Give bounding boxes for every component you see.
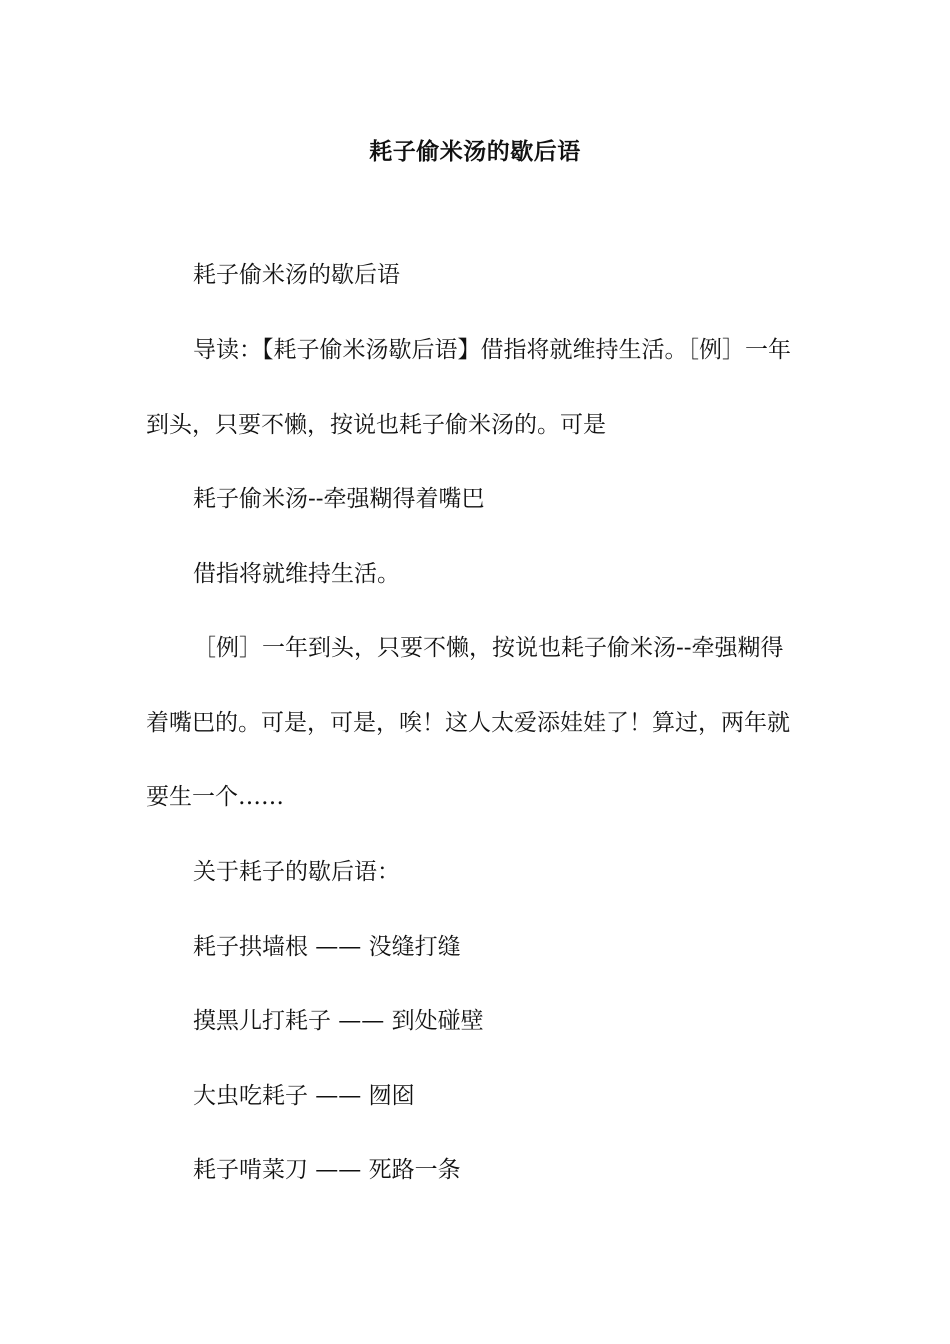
paragraph-heading: 耗子偷米汤的歇后语	[193, 262, 400, 288]
paragraph-related-heading: 关于耗子的歇后语：	[193, 859, 400, 885]
paragraph-saying: 耗子偷米汤--牵强糊得着嘴巴	[193, 486, 485, 512]
paragraph-meaning: 借指将就维持生活。	[193, 561, 400, 587]
list-item: 摸黑儿打耗子 —— 到处碰壁	[193, 1008, 484, 1034]
list-item: 耗子啃菜刀 —— 死路一条	[193, 1157, 461, 1183]
document-title: 耗子偷米汤的歇后语	[369, 138, 581, 165]
list-item: 耗子拱墙根 —— 没缝打缝	[193, 934, 461, 960]
list-item: 大虫吃耗子 —— 囫囵	[193, 1083, 415, 1109]
paragraph-example: ［例］一年到头，只要不懒，按说也耗子偷米汤--牵强糊得着嘴巴的。可是，可是，唉！这人太爱添娃娃了！算过，两年就要生一个……	[146, 635, 790, 810]
paragraph-intro: 导读：【耗子偷米汤歇后语】借指将就维持生活。［例］一年到头，只要不懒，按说也耗子偷米汤的。可是	[146, 337, 791, 438]
